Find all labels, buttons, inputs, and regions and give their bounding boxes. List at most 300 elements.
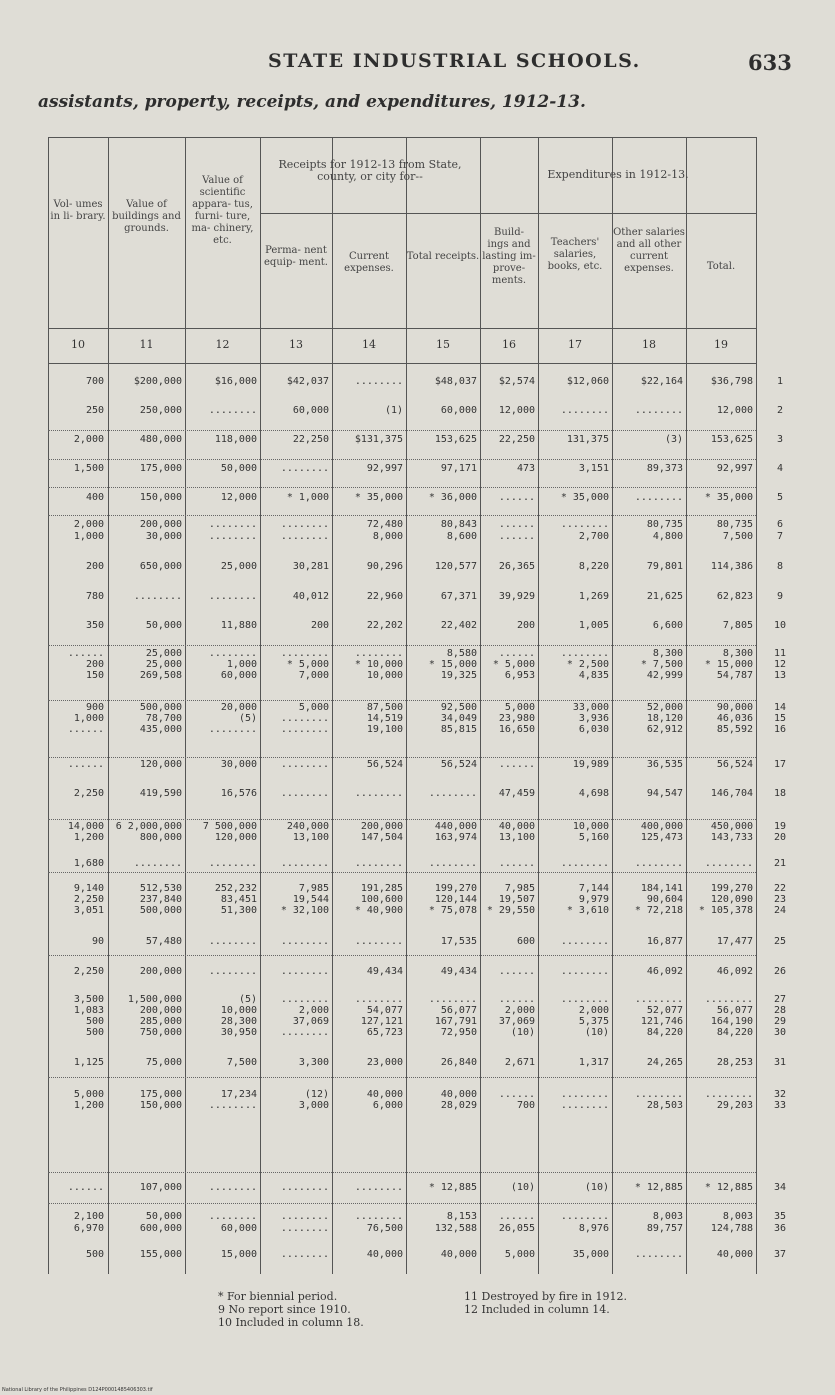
table-cell: ........ — [208, 858, 257, 869]
table-cell: 54,787 — [716, 670, 753, 681]
table-cell: ........ — [354, 788, 403, 799]
table-cell: 72,950 — [440, 1027, 477, 1038]
table-cell: 16,650 — [498, 724, 535, 735]
table-cell: 250 — [85, 405, 104, 416]
footnote-included-col18: 10 Included in column 18. — [218, 1316, 364, 1329]
table-cell: 440,000 — [434, 821, 477, 832]
table-cell: 153,625 — [434, 434, 477, 445]
row-number: 35 — [773, 1211, 787, 1222]
table-rule — [48, 363, 756, 364]
table-cell: 237,840 — [139, 894, 182, 905]
table-cell: 1,000 — [226, 659, 257, 670]
table-cell: 97,171 — [440, 463, 477, 474]
table-cell: 6,000 — [372, 1100, 403, 1111]
table-cell: ........ — [280, 531, 329, 542]
group-separator — [48, 515, 756, 516]
table-cell: 146,704 — [710, 788, 753, 799]
group-separator — [48, 955, 756, 956]
table-cell: 4,835 — [578, 670, 609, 681]
col-header-teachers-salaries: Teachers' salaries, books, etc. — [547, 237, 603, 272]
table-cell: 11,880 — [220, 620, 257, 631]
table-cell: 8,003 — [652, 1211, 683, 1222]
table-cell: ........ — [280, 724, 329, 735]
table-cell: 2,700 — [578, 531, 609, 542]
table-cell: 21,625 — [646, 591, 683, 602]
row-number: 8 — [776, 561, 784, 572]
table-cell: 51,300 — [220, 905, 257, 916]
table-cell: 22,960 — [366, 591, 403, 602]
table-cell: ........ — [560, 648, 609, 659]
table-cell: ........ — [208, 519, 257, 530]
table-cell: 30,281 — [292, 561, 329, 572]
table-cell: 200,000 — [139, 966, 182, 977]
table-cell: 600,000 — [139, 1223, 182, 1234]
table-cell: 2,000 — [504, 1005, 535, 1016]
table-cell: 94,547 — [646, 788, 683, 799]
row-number: 29 — [773, 1016, 787, 1027]
table-cell: 750,000 — [139, 1027, 182, 1038]
table-cell: 16,576 — [220, 788, 257, 799]
column-number: 12 — [215, 338, 230, 351]
group-separator — [48, 1172, 756, 1173]
group-separator — [48, 757, 756, 758]
table-cell: 80,735 — [646, 519, 683, 530]
table-cell: ........ — [208, 1211, 257, 1222]
table-cell: ........ — [133, 858, 182, 869]
table-cell: 4,800 — [652, 531, 683, 542]
table-cell: ........ — [280, 463, 329, 474]
table-cell: 92,997 — [366, 463, 403, 474]
table-cell: 2,671 — [504, 1057, 535, 1068]
group-separator — [48, 872, 756, 873]
group-header-receipts: Receipts for 1912-13 from State, county, or city for-- — [278, 158, 462, 183]
table-cell: * 15,000 — [704, 659, 753, 670]
table-cell: 500 — [85, 1016, 104, 1027]
table-cell: 700 — [516, 1100, 535, 1111]
table-cell: 184,141 — [640, 883, 683, 894]
table-cell: 1,125 — [73, 1057, 104, 1068]
table-cell: $12,060 — [566, 376, 609, 387]
table-cell: 28,300 — [220, 1016, 257, 1027]
table-cell: ........ — [560, 858, 609, 869]
row-number: 9 — [776, 591, 784, 602]
table-cell: 12,000 — [220, 492, 257, 503]
table-cell: 200,000 — [139, 1005, 182, 1016]
table-cell: * 12,885 — [704, 1182, 753, 1193]
table-cell: 83,451 — [220, 894, 257, 905]
table-cell: 60,000 — [220, 1223, 257, 1234]
table-rule — [260, 213, 756, 214]
table-cell: 56,077 — [716, 1005, 753, 1016]
row-number: 15 — [773, 713, 787, 724]
table-cell: ...... — [67, 724, 104, 735]
column-number: 17 — [568, 338, 582, 351]
table-cell: ........ — [634, 492, 683, 503]
table-cell: 90,000 — [716, 702, 753, 713]
table-cell: 500 — [85, 1027, 104, 1038]
table-cell: 35,000 — [572, 1249, 609, 1260]
table-cell: 60,000 — [440, 405, 477, 416]
group-separator — [48, 819, 756, 820]
table-cell: * 15,000 — [428, 659, 477, 670]
table-cell: ........ — [560, 1100, 609, 1111]
table-cell: ........ — [208, 591, 257, 602]
table-cell: * 7,500 — [640, 659, 683, 670]
table-cell: 2,100 — [73, 1211, 104, 1222]
table-cell: ........ — [560, 405, 609, 416]
footnote-included-col14: 12 Included in column 14. — [464, 1303, 610, 1316]
table-cell: 120,577 — [434, 561, 477, 572]
table-cell: 3,151 — [578, 463, 609, 474]
table-cell: 47,459 — [498, 788, 535, 799]
table-cell: 56,524 — [440, 759, 477, 770]
table-cell: 8,300 — [652, 648, 683, 659]
table-cell: 24,265 — [646, 1057, 683, 1068]
table-rule — [48, 137, 756, 138]
table-cell: 6,953 — [504, 670, 535, 681]
row-number: 25 — [773, 936, 787, 947]
footnote-fire: 11 Destroyed by fire in 1912. — [464, 1290, 627, 1303]
table-cell: 19,325 — [440, 670, 477, 681]
table-cell: ........ — [280, 1182, 329, 1193]
table-cell: ........ — [428, 858, 477, 869]
table-cell: 419,590 — [139, 788, 182, 799]
table-cell: * 72,218 — [634, 905, 683, 916]
table-cell: 5,000 — [73, 1089, 104, 1100]
table-cell: * 35,000 — [560, 492, 609, 503]
row-number: 13 — [773, 670, 787, 681]
table-cell: 40,000 — [366, 1089, 403, 1100]
table-cell: ........ — [280, 759, 329, 770]
table-cell: $200,000 — [133, 376, 182, 387]
table-cell: ........ — [354, 648, 403, 659]
table-cell: ........ — [280, 936, 329, 947]
table-cell: $36,798 — [710, 376, 753, 387]
table-cell: 25,000 — [145, 648, 182, 659]
table-cell: 127,121 — [360, 1016, 403, 1027]
table-cell: 1,083 — [73, 1005, 104, 1016]
table-cell: 1,200 — [73, 1100, 104, 1111]
table-cell: ........ — [704, 994, 753, 1005]
table-subtitle: assistants, property, receipts, and expenditures, 1912-13. — [38, 92, 586, 112]
table-cell: 19,507 — [498, 894, 535, 905]
table-cell: 8,600 — [446, 531, 477, 542]
col-header-total-expenditures: Total. — [706, 261, 736, 272]
table-cell: * 12,885 — [634, 1182, 683, 1193]
table-cell: * 10,000 — [354, 659, 403, 670]
row-number: 24 — [773, 905, 787, 916]
table-cell: 200,000 — [360, 821, 403, 832]
page-number: 633 — [748, 50, 792, 75]
group-header-expenditures: Expenditures in 1912-13. — [547, 168, 689, 181]
table-cell: 400 — [85, 492, 104, 503]
table-cell: 7 500,000 — [202, 821, 257, 832]
table-cell: * 12,885 — [428, 1182, 477, 1193]
table-cell: 17,234 — [220, 1089, 257, 1100]
table-cell: 37,069 — [292, 1016, 329, 1027]
table-cell: 89,757 — [646, 1223, 683, 1234]
table-cell: 65,723 — [366, 1027, 403, 1038]
table-cell: ...... — [498, 1089, 535, 1100]
row-number: 6 — [776, 519, 784, 530]
table-cell: ...... — [498, 858, 535, 869]
table-cell: 700 — [85, 376, 104, 387]
table-cell: 3,936 — [578, 713, 609, 724]
table-cell: 164,190 — [710, 1016, 753, 1027]
table-cell: 80,735 — [716, 519, 753, 530]
row-number: 14 — [773, 702, 787, 713]
table-cell: 7,500 — [226, 1057, 257, 1068]
table-cell: 1,005 — [578, 620, 609, 631]
table-cell: 150,000 — [139, 492, 182, 503]
table-cell: 40,000 — [716, 1249, 753, 1260]
table-cell: ........ — [280, 788, 329, 799]
table-cell: 60,000 — [292, 405, 329, 416]
table-cell: ........ — [634, 858, 683, 869]
row-number: 34 — [773, 1182, 787, 1193]
table-cell: 4,698 — [578, 788, 609, 799]
table-cell: 200 — [516, 620, 535, 631]
row-number: 21 — [773, 858, 787, 869]
table-cell: 76,500 — [366, 1223, 403, 1234]
table-cell: (10) — [510, 1027, 535, 1038]
table-cell: ........ — [280, 713, 329, 724]
table-cell: 200 — [85, 659, 104, 670]
table-cell: 28,253 — [716, 1057, 753, 1068]
table-cell: ........ — [280, 1211, 329, 1222]
table-cell: ........ — [208, 724, 257, 735]
table-cell: 75,000 — [145, 1057, 182, 1068]
table-cell: ........ — [354, 858, 403, 869]
row-number: 23 — [773, 894, 787, 905]
col-header-other-salaries: Other salaries and all other current expenses. — [613, 227, 685, 274]
table-cell: 10,000 — [572, 821, 609, 832]
table-cell: 79,801 — [646, 561, 683, 572]
table-cell: 167,791 — [434, 1016, 477, 1027]
table-cell: 131,375 — [566, 434, 609, 445]
table-cell: 30,000 — [145, 531, 182, 542]
table-cell: 49,434 — [366, 966, 403, 977]
table-cell: 900 — [85, 702, 104, 713]
table-cell: 5,160 — [578, 832, 609, 843]
table-cell: 30,000 — [220, 759, 257, 770]
table-cell: (10) — [584, 1027, 609, 1038]
table-cell: 500 — [85, 1249, 104, 1260]
table-cell: ........ — [560, 519, 609, 530]
table-cell: 28,503 — [646, 1100, 683, 1111]
table-cell: * 5,000 — [286, 659, 329, 670]
table-cell: 15,000 — [220, 1249, 257, 1260]
table-cell: 800,000 — [139, 832, 182, 843]
table-cell: 480,000 — [139, 434, 182, 445]
table-cell: 8,003 — [722, 1211, 753, 1222]
table-cell: ........ — [560, 994, 609, 1005]
table-cell: 62,823 — [716, 591, 753, 602]
table-cell: $42,037 — [286, 376, 329, 387]
row-number: 5 — [776, 492, 784, 503]
table-cell: 153,625 — [710, 434, 753, 445]
table-cell: ........ — [634, 405, 683, 416]
table-cell: 84,220 — [716, 1027, 753, 1038]
row-number: 33 — [773, 1100, 787, 1111]
table-cell: 42,999 — [646, 670, 683, 681]
table-cell: (12) — [304, 1089, 329, 1100]
table-cell: ........ — [560, 936, 609, 947]
table-cell: 25,000 — [220, 561, 257, 572]
table-cell: 6,030 — [578, 724, 609, 735]
table-cell: ........ — [208, 966, 257, 977]
table-cell: 56,524 — [366, 759, 403, 770]
table-cell: 120,000 — [139, 759, 182, 770]
scan-credit: National Library of the Philippines D124P0001485406303.tif — [2, 1387, 153, 1393]
table-cell: 120,090 — [710, 894, 753, 905]
table-cell: (10) — [510, 1182, 535, 1193]
table-cell: 114,386 — [710, 561, 753, 572]
table-cell: 107,000 — [139, 1182, 182, 1193]
table-cell: * 5,000 — [492, 659, 535, 670]
row-number: 27 — [773, 994, 787, 1005]
group-separator — [48, 700, 756, 701]
table-cell: 40,012 — [292, 591, 329, 602]
table-cell: 8,220 — [578, 561, 609, 572]
table-cell: 50,000 — [220, 463, 257, 474]
table-cell: ...... — [67, 1182, 104, 1193]
row-number: 3 — [776, 434, 784, 445]
table-cell: $16,000 — [214, 376, 257, 387]
table-cell: 1,000 — [73, 531, 104, 542]
table-cell: 13,100 — [498, 832, 535, 843]
table-cell: 20,000 — [220, 702, 257, 713]
column-number: 14 — [362, 338, 376, 351]
table-cell: 36,535 — [646, 759, 683, 770]
table-cell: ........ — [280, 1027, 329, 1038]
table-cell: 350 — [85, 620, 104, 631]
table-cell: 163,974 — [434, 832, 477, 843]
table-cell: 17,535 — [440, 936, 477, 947]
table-cell: 30,950 — [220, 1027, 257, 1038]
table-cell: 100,600 — [360, 894, 403, 905]
table-cell: * 105,378 — [698, 905, 753, 916]
group-separator — [48, 645, 756, 646]
row-number: 31 — [773, 1057, 787, 1068]
group-separator — [48, 1077, 756, 1078]
table-cell: ........ — [354, 1211, 403, 1222]
table-rule — [756, 137, 757, 1274]
table-cell: ........ — [704, 1089, 753, 1100]
table-cell: ........ — [208, 1182, 257, 1193]
table-cell: 46,092 — [646, 966, 683, 977]
table-cell: 3,300 — [298, 1057, 329, 1068]
table-cell: 16,877 — [646, 936, 683, 947]
table-cell: (5) — [238, 713, 257, 724]
table-cell: * 3,610 — [566, 905, 609, 916]
table-cell: ........ — [428, 994, 477, 1005]
table-cell: ........ — [280, 966, 329, 977]
group-separator — [48, 487, 756, 488]
table-cell: (5) — [238, 994, 257, 1005]
table-cell: ........ — [428, 788, 477, 799]
table-cell: ........ — [354, 1182, 403, 1193]
table-cell: 200 — [310, 620, 329, 631]
table-cell: ...... — [498, 519, 535, 530]
table-cell: ........ — [133, 591, 182, 602]
table-cell: 10,000 — [366, 670, 403, 681]
table-cell: ........ — [208, 936, 257, 947]
table-cell: 2,250 — [73, 788, 104, 799]
table-cell: 125,473 — [640, 832, 683, 843]
table-cell: 62,912 — [646, 724, 683, 735]
table-cell: 26,840 — [440, 1057, 477, 1068]
table-cell: ...... — [498, 994, 535, 1005]
table-cell: ...... — [498, 1211, 535, 1222]
table-cell: 500,000 — [139, 702, 182, 713]
table-cell: 1,317 — [578, 1057, 609, 1068]
table-cell: ........ — [634, 1249, 683, 1260]
row-number: 17 — [773, 759, 787, 770]
table-cell: * 36,000 — [428, 492, 477, 503]
row-number: 30 — [773, 1027, 787, 1038]
table-cell: 22,202 — [366, 620, 403, 631]
table-cell: 19,544 — [292, 894, 329, 905]
table-cell: 118,000 — [214, 434, 257, 445]
table-cell: 1,200 — [73, 832, 104, 843]
statistics-table — [48, 137, 756, 1274]
table-cell: * 32,100 — [280, 905, 329, 916]
table-cell: 500,000 — [139, 905, 182, 916]
row-number: 36 — [773, 1223, 787, 1234]
table-cell: 252,232 — [214, 883, 257, 894]
table-cell: 18,120 — [646, 713, 683, 724]
table-cell: 9,979 — [578, 894, 609, 905]
table-cell: 147,504 — [360, 832, 403, 843]
table-cell: * 29,550 — [486, 905, 535, 916]
row-number: 32 — [773, 1089, 787, 1100]
table-cell: 8,580 — [446, 648, 477, 659]
column-number: 19 — [714, 338, 728, 351]
table-cell: ........ — [634, 994, 683, 1005]
table-cell: ...... — [498, 966, 535, 977]
table-cell: (10) — [584, 1182, 609, 1193]
table-cell: 85,592 — [716, 724, 753, 735]
table-cell: ........ — [280, 648, 329, 659]
table-cell: 40,000 — [498, 821, 535, 832]
row-number: 10 — [773, 620, 787, 631]
table-cell: $48,037 — [434, 376, 477, 387]
table-cell: 33,000 — [572, 702, 609, 713]
table-cell: 80,843 — [440, 519, 477, 530]
table-cell: 2,000 — [578, 1005, 609, 1016]
table-cell: 121,746 — [640, 1016, 683, 1027]
table-cell: 512,530 — [139, 883, 182, 894]
table-cell: 50,000 — [145, 1211, 182, 1222]
table-cell: 5,000 — [504, 1249, 535, 1260]
table-cell: 90 — [91, 936, 104, 947]
table-cell: 85,815 — [440, 724, 477, 735]
table-cell: ........ — [280, 994, 329, 1005]
row-number: 12 — [773, 659, 787, 670]
table-cell: * 35,000 — [704, 492, 753, 503]
table-cell: 155,000 — [139, 1249, 182, 1260]
col-header-apparatus-value: Value of scientific appara- tus, furni- ture, ma- chinery, etc. — [191, 175, 254, 246]
table-cell: ........ — [354, 936, 403, 947]
table-cell: 1,500,000 — [127, 994, 182, 1005]
row-number: 11 — [773, 648, 787, 659]
table-cell: 650,000 — [139, 561, 182, 572]
table-cell: 269,508 — [139, 670, 182, 681]
table-rule — [48, 328, 756, 329]
table-cell: 23,000 — [366, 1057, 403, 1068]
column-number: 15 — [436, 338, 450, 351]
